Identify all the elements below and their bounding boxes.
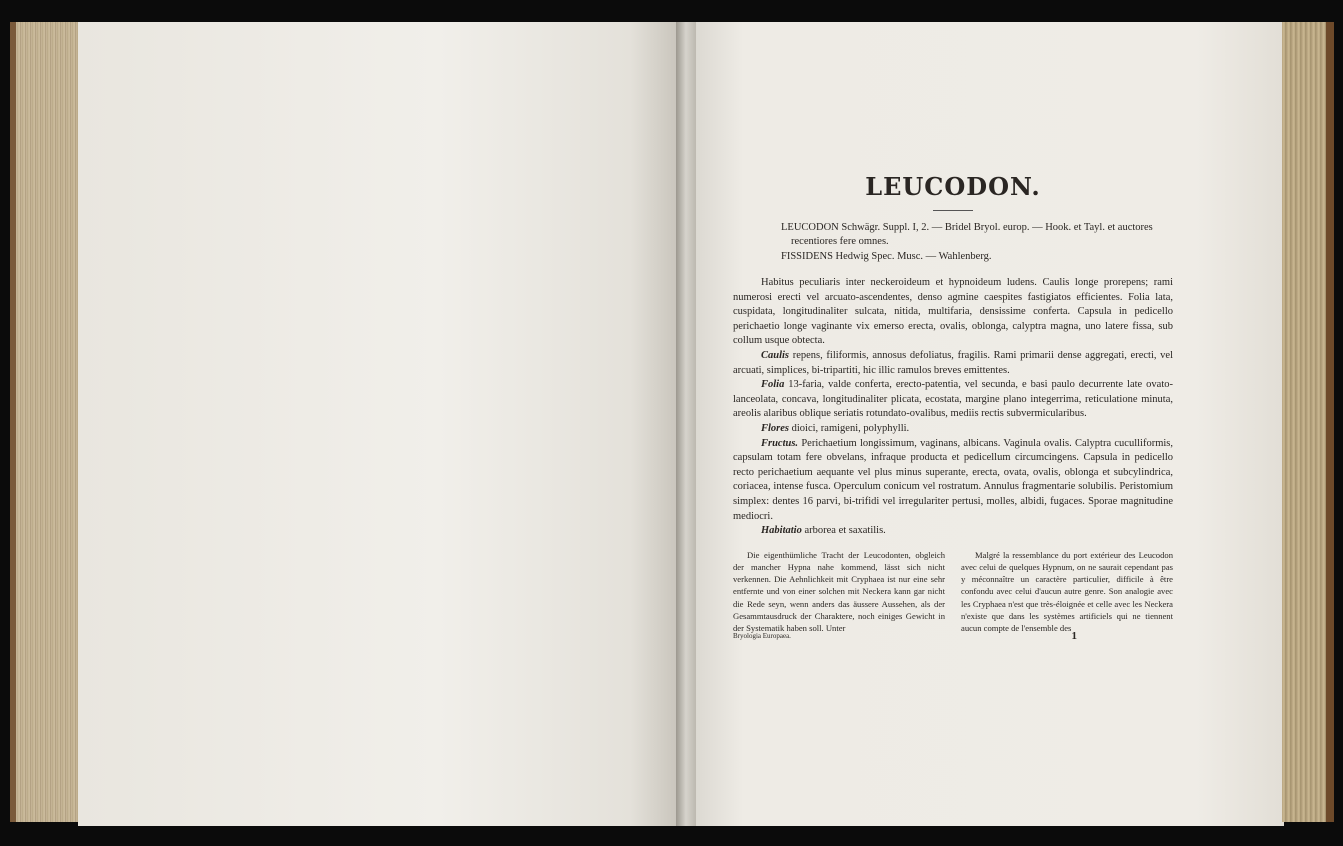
title-rule: [933, 210, 973, 211]
german-column: [733, 549, 945, 634]
paragraph-text: 13-faria, valde conferta, erecto-patentia, vel secunda, e basi paulo decurrente late ovato-lanceolata, concava, longitudinaliter plicata, ecostata, margine plano integerrima, reticulatione minuta, areolis alaribus oblique seriatis rotundato-ovalibus, mediis rectis subvermicularibus.: [733, 379, 1173, 420]
commentary-columns: [733, 549, 1173, 634]
flores-paragraph: [733, 422, 1173, 437]
left-page-edges: [10, 22, 86, 822]
right-page-edges: [1282, 22, 1334, 822]
caulis-paragraph: [733, 349, 1173, 378]
paragraph-text: Habitus peculiaris inter neckeroideum et hypnoideum ludens. Caulis longe prorepens; rami numerosi erecti vel arcuato-ascendentes, denso agmine caespites fastigiatos efficientes. Folia lata, cuspidata, longitudinaliter sulcata, nitida, multifaria, densissime conferta. Capsula in pedicello perichaetio longe vaginante vix emerso erecta, ovalis, oblonga, calyptra magna, uno latere fissa, sub collum usque obtecta.: [733, 277, 1173, 347]
latin-description: [733, 276, 1173, 539]
genus-title: LEUCODON.: [865, 172, 1041, 201]
paragraph-text: Perichaetium longissimum, vaginans, albicans. Vaginula ovalis. Calyptra cuculliformis, capsulam totam fere obvelans, infraque producta et pedicellum circumcingens. Capsula in pedicello recto perichaetium aequante vel plus minus superante, erecta, ovata, ovalis, oblonga et subcylindrica, coriacea, intense fusca. Operculum conicum vel rostratum. Annulus fragmentarie solubilis. Peristomium simplex: dentes 16 parvi, bi-trifidi vel irregulariter pertusi, molles, albidi, fugaces. Sporae magnitudine mediocri.: [733, 437, 1173, 522]
paragraph-text: repens, filiformis, annosus defoliatus, fragilis. Rami primarii dense aggregati, erecti, vel arcuati, simplices, bi-tripartiti, hic illic ramulos breves emittentes.: [733, 349, 1173, 376]
paragraph-text: dioici, ramigeni, polyphylli.: [789, 422, 910, 434]
paragraph-lead: Flores: [761, 422, 790, 434]
synonym-line: FISSIDENS Hedwig Spec. Musc. — Wahlenberg.: [781, 251, 992, 262]
page-number: 1: [1071, 630, 1077, 643]
paragraph-text: arborea et saxatilis.: [801, 525, 886, 537]
synonym-line: LEUCODON Schwägr. Suppl. I, 2. — Bridel Bryol. europ. — Hook. et Tayl. et auctores recentiores fere omnes.: [781, 222, 1153, 247]
paragraph-lead: Folia: [761, 379, 785, 391]
left-page-blank: [78, 22, 678, 826]
habitus-paragraph: [733, 276, 1173, 349]
paragraph-lead: Caulis: [761, 349, 790, 361]
page-text-block: [733, 170, 1173, 641]
habitatio-paragraph: [733, 524, 1173, 539]
fructus-paragraph: [733, 437, 1173, 525]
paragraph-lead: Fructus.: [761, 437, 799, 449]
paragraph-lead: Habitatio: [761, 525, 802, 537]
french-text: Malgré la ressemblance du port extérieur des Leucodon avec celui de quelques Hypnum, on ne saurait cependant pas y méconnaître un caractère particulier, difficile à être confondu avec celui d'aucun autre genre. Son analogie avec les Cryphaea n'est que très-éloignée et celle avec les Neckera n'existe que dans les systèmes artificiels qui ne tiennent aucun compte de l'ensemble des: [961, 549, 1173, 633]
printer-signature: Bryologia Europaea.: [733, 632, 791, 641]
folia-paragraph: [733, 378, 1173, 422]
book-gutter: [676, 22, 698, 826]
french-column: [961, 549, 1173, 634]
german-text: Die eigenthümliche Tracht der Leucodonten, obgleich der mancher Hypna nahe kommend, lässt sich nicht verkennen. Die Aehnlichkeit mit Cryphaea ist nur eine sehr entfernte und von einer solchen mit Neckera kann gar nicht die Rede seyn, wenn anders das äussere Aussehen, als der Gesammtausdruck der Charaktere, noch einiges Gewicht in der Systematik haben soll. Unter: [733, 549, 945, 633]
